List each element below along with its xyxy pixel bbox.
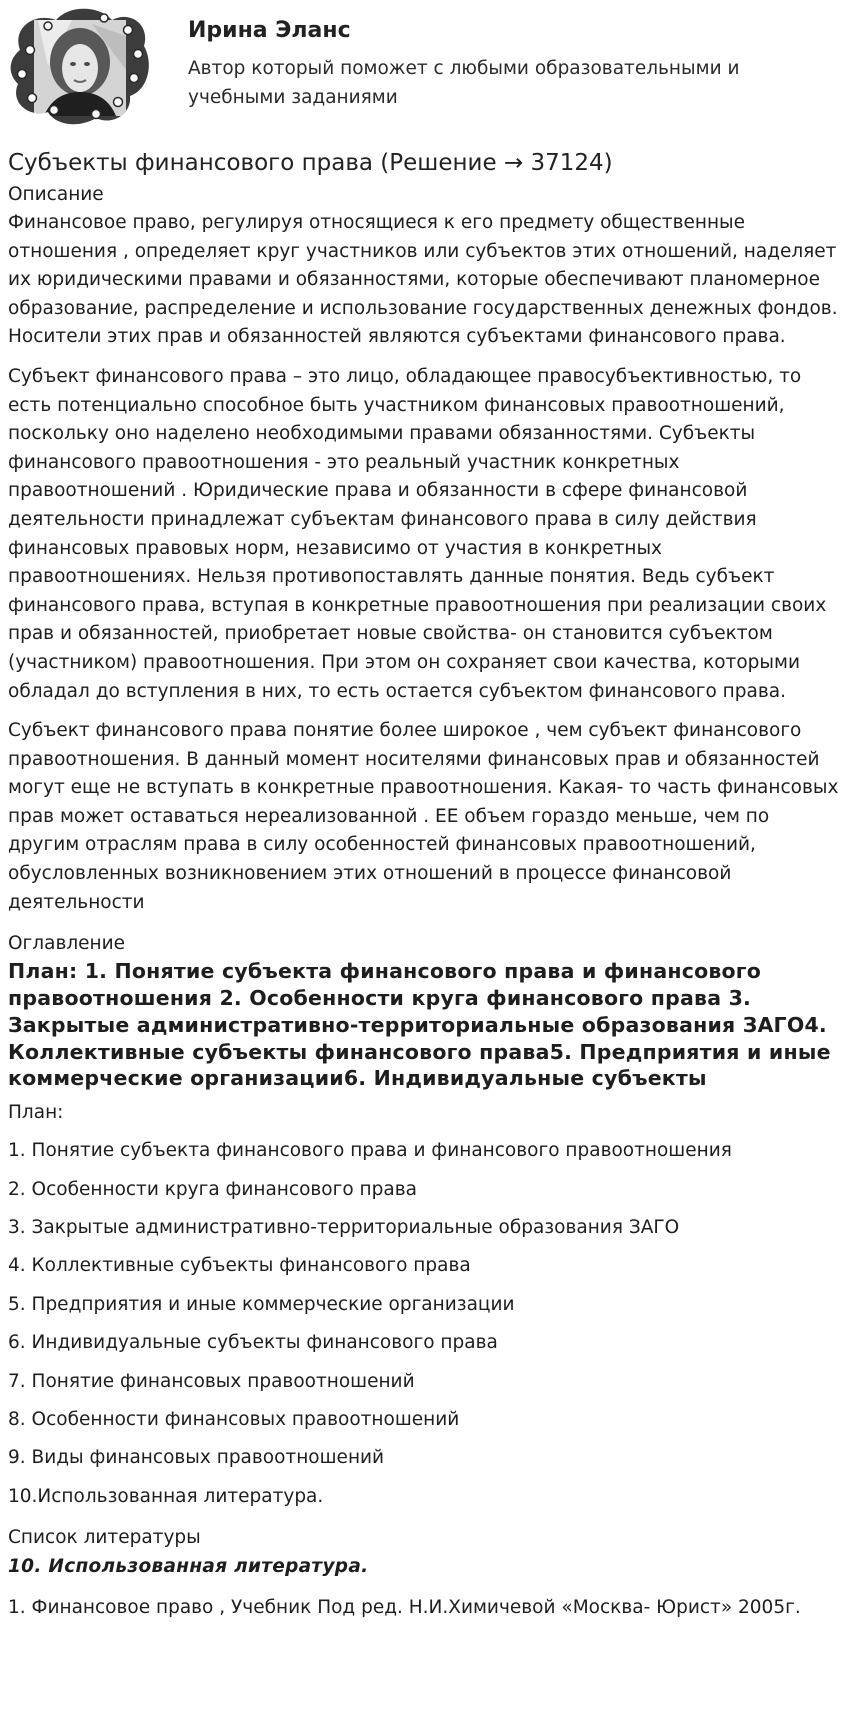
plan-item: 9. Виды финансовых правоотношений xyxy=(8,1447,385,1469)
toc-heading: План: 1. Понятие субъекта финансового права и финансового правоотношения 2. Особенности круга финансового права 3. Закрытые административно-территориальные образования ЗАГО4. Коллективные субъекты финансового права5. Предприятия и иные коммерческие организации6. Индивидуальные субъекты xyxy=(8,959,831,1091)
author-name[interactable]: Ирина Эланс xyxy=(188,18,351,43)
toc-label: Оглавление xyxy=(8,933,126,955)
plan-item: 10.Использованная литература. xyxy=(8,1485,324,1507)
author-description: Автор который поможет с любыми образовательными и учебными заданиями xyxy=(188,58,740,108)
document-content xyxy=(8,146,842,1622)
plan-item: 8. Особенности финансовых правоотношений xyxy=(8,1408,460,1430)
plan-item: 2. Особенности круга финансового права xyxy=(8,1178,417,1200)
author-avatar[interactable] xyxy=(8,6,152,126)
plan-item: 4. Коллективные субъекты финансового права xyxy=(8,1255,471,1277)
description-label: Описание xyxy=(8,184,104,205)
plan-label: План: xyxy=(8,1102,64,1124)
document-title: Субъекты финансового права (Решение → 37124) xyxy=(8,150,613,176)
literature-label: Список литературы xyxy=(8,1526,201,1548)
plan-item: 3. Закрытые административно-территориальные образования ЗАГО xyxy=(8,1217,680,1239)
description-paragraph: Финансовое право, регулируя относящиеся к его предмету общественные отношения , определяет круг участников или субъектов этих отношений, наделяет их юридическими правами и обязанностями, которые обеспечивают планомерное образование, распределение и использование государственных денежных фондов. Носители этих прав и обязанностей являются субъектами финансового права. xyxy=(8,212,838,348)
plan-item: 7. Понятие финансовых правоотношений xyxy=(8,1370,415,1392)
author-card xyxy=(8,6,838,130)
literature-heading: 10. Использованная литература. xyxy=(8,1555,369,1577)
description-paragraph: Субъект финансового права понятие более широкое , чем субъект финансового правоотношения. В данный момент носителями финансовых прав и обязанностей могут еще не вступать в конкретные правоотношения. Какая- то часть финансовых прав может оставаться нереализованной . ЕЕ объем гораздо меньше, чем по другим отраслям права в силу особенностей финансовых правоотношений, обусловленных возникновением этих отношений в процессе финансовой деятельности xyxy=(8,720,839,913)
plan-item: 6. Индивидуальные субъекты финансового права xyxy=(8,1332,498,1354)
description-paragraph: Субъект финансового права – это лицо, обладающее правосубъективностью, то есть потенциально способное быть участником финансовых правоотношений, поскольку оно наделено необходимыми правами обязанностями. Субъекты финансового правоотношения - это реальный участник конкретных правоотношений . Юридические права и обязанности в сфере финансовой деятельности принадлежат субъектам финансового права в силу действия финансовых правовых норм, независимо от участия в конкретных правоотношениях. Нельзя противопоставлять данные понятия. Ведь субъект финансового права, вступая в конкретные правоотношения при реализации своих прав и обязанностей, приобретает новые свойства- он становится субъектом (участником) правоотношения. При этом он сохраняет свои качества, которыми обладал до вступления в них, то есть остается субъектом финансового права. xyxy=(8,365,827,702)
plan-item: 1. Понятие субъекта финансового права и финансового правоотношения xyxy=(8,1140,732,1162)
plan-item: 5. Предприятия и иные коммерческие организации xyxy=(8,1293,515,1315)
literature-item: 1. Финансовое право , Учебник Под ред. Н.И.Химичевой «Москва- Юрист» 2005г. xyxy=(8,1596,801,1618)
